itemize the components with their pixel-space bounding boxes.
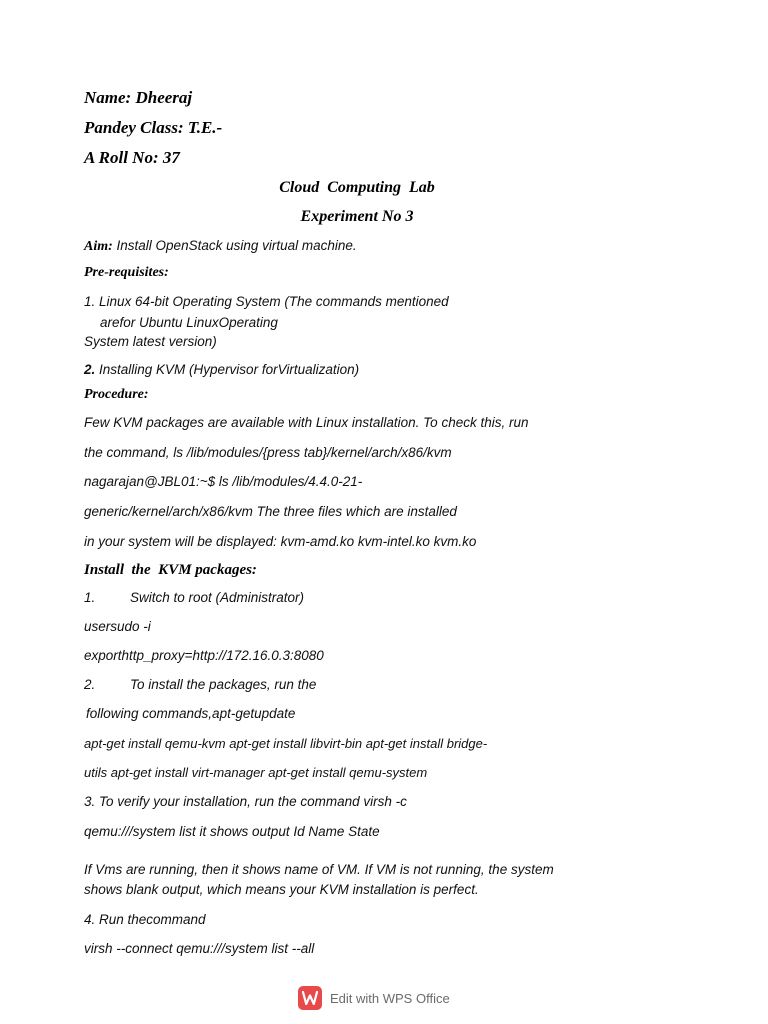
experiment-title: Experiment No 3 bbox=[300, 208, 414, 225]
procedure-label: Procedure: bbox=[84, 387, 149, 402]
final-command: virsh --connect qemu:///system list --all bbox=[84, 941, 315, 956]
apt-command-line: utils apt-get install virt-manager apt-get install qemu-system bbox=[84, 765, 428, 780]
command-line: exporthttp_proxy=http://172.16.0.3:8080 bbox=[84, 648, 324, 663]
install-step2-line2: following commands,apt-getupdate bbox=[86, 706, 296, 721]
student-class-line: Pandey Class: T.E.- bbox=[84, 118, 223, 137]
wps-footer-text: Edit with WPS Office bbox=[330, 990, 450, 1006]
install-step2-text: To install the packages, run the bbox=[130, 677, 317, 692]
wps-office-logo-icon bbox=[298, 986, 322, 1010]
procedure-line: the command, ls /lib/modules/{press tab}/kernel/arch/x86/kvm bbox=[84, 445, 452, 460]
note-line: If Vms are running, then it shows name of VM. If VM is not running, the system bbox=[84, 862, 554, 877]
aim-label: Aim: bbox=[84, 239, 113, 254]
student-name-line: Name: Dheeraj bbox=[84, 88, 193, 107]
prereq-item2 bbox=[84, 362, 359, 377]
install-step1 bbox=[84, 590, 304, 605]
note-line: shows blank output, which means your KVM installation is perfect. bbox=[84, 882, 479, 897]
procedure-line: generic/kernel/arch/x86/kvm The three files which are installed bbox=[84, 504, 457, 519]
roll-number-line: A Roll No: 37 bbox=[84, 148, 180, 167]
install-kvm-heading: Install the KVM packages: bbox=[84, 562, 257, 578]
wps-w-glyph bbox=[302, 991, 318, 1005]
install-step3-line2: qemu:///system list it shows output Id Name State bbox=[84, 824, 380, 839]
prerequisites-label: Pre-requisites: bbox=[84, 265, 169, 280]
edit-with-wps-button[interactable] bbox=[298, 985, 450, 1011]
prereq-item2-text: Installing KVM (Hypervisor forVirtualization) bbox=[95, 362, 360, 377]
install-step2 bbox=[84, 677, 316, 692]
prereq-item1-line1: 1. Linux 64-bit Operating System (The commands mentioned bbox=[84, 294, 449, 309]
aim-text: Install OpenStack using virtual machine. bbox=[112, 238, 357, 253]
prereq-item1-line2: arefor Ubuntu LinuxOperating bbox=[100, 315, 278, 330]
command-line: usersudo -i bbox=[84, 619, 151, 634]
lab-title: Cloud Computing Lab bbox=[279, 179, 435, 196]
procedure-line: Few KVM packages are available with Linux installation. To check this, run bbox=[84, 415, 529, 430]
install-step1-number: 1. bbox=[84, 590, 96, 605]
apt-command-line: apt-get install qemu-kvm apt-get install libvirt-bin apt-get install bridge- bbox=[84, 736, 488, 751]
install-step2-number: 2. bbox=[84, 677, 96, 692]
prereq-item2-number: 2. bbox=[84, 362, 96, 377]
install-step3-line1: 3. To verify your installation, run the command virsh -c bbox=[84, 794, 407, 809]
procedure-line: in your system will be displayed: kvm-amd.ko kvm-intel.ko kvm.ko bbox=[84, 534, 477, 549]
procedure-line: nagarajan@JBL01:~$ ls /lib/modules/4.4.0-21- bbox=[84, 474, 363, 489]
install-step1-text: Switch to root (Administrator) bbox=[130, 590, 305, 605]
install-step4: 4. Run thecommand bbox=[84, 912, 206, 927]
aim-line bbox=[84, 238, 357, 255]
prereq-item1-line3: System latest version) bbox=[84, 334, 217, 349]
